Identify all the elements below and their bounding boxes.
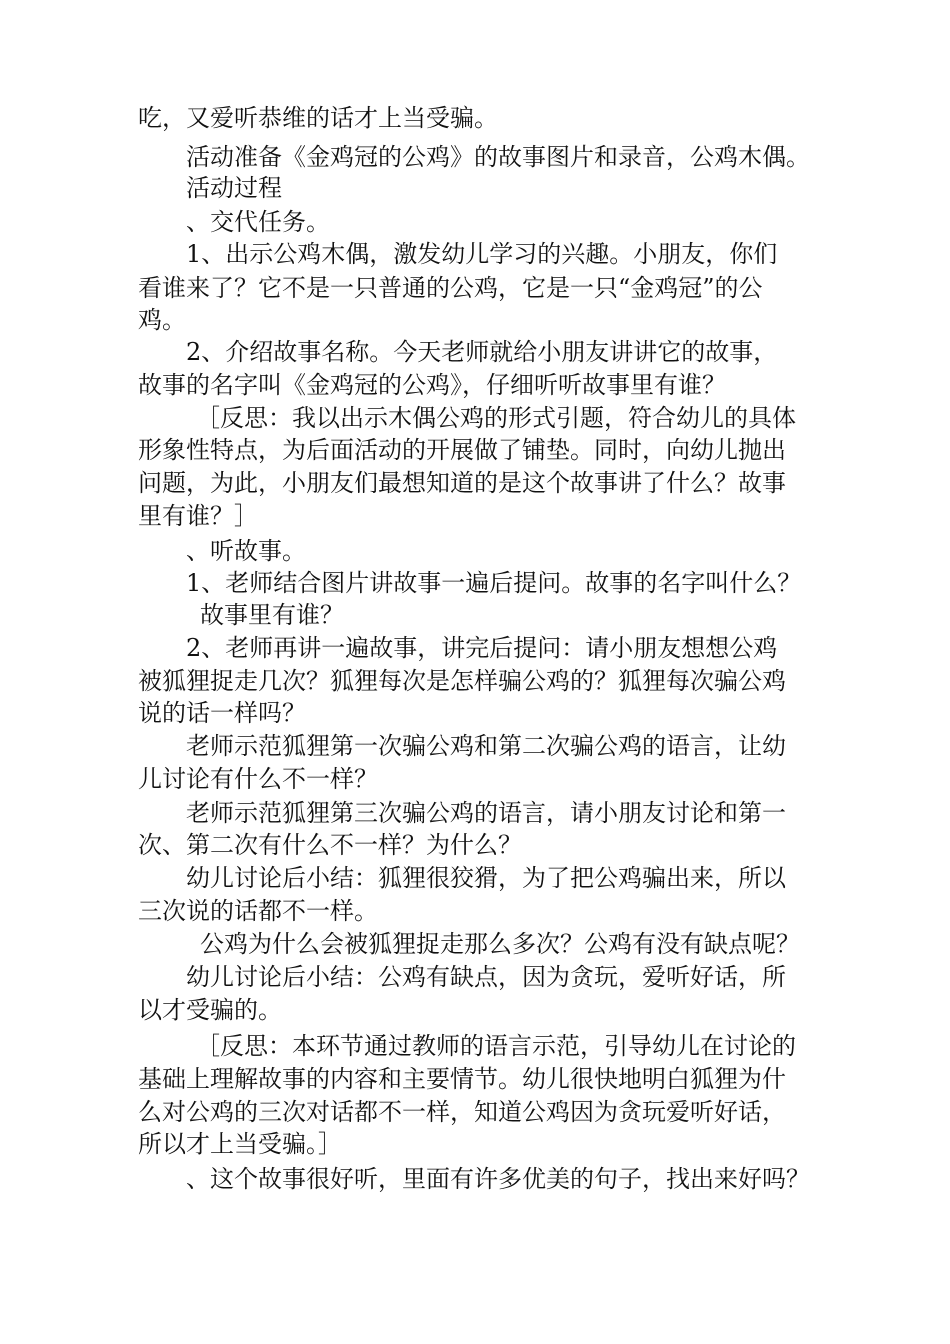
text-line: ［反思：本环节通过教师的语言示范，引导幼儿在讨论的 [196, 1032, 796, 1060]
text-line: 吃，又爱听恭维的话才上当受骗。 [138, 104, 498, 132]
text-line: 老师示范狐狸第三次骗公鸡的语言，请小朋友讨论和第一 [186, 799, 786, 827]
text-line: 2、介绍故事名称。今天老师就给小朋友讲讲它的故事， [186, 338, 778, 366]
text-line: 问题，为此，小朋友们最想知道的是这个故事讲了什么？故事 [138, 469, 786, 497]
text-line: 形象性特点，为后面活动的开展做了铺垫。同时，向幼儿抛出 [138, 436, 786, 464]
text-line: 里有谁？］ [138, 502, 258, 530]
text-line: 、听故事。 [186, 537, 306, 565]
text-line: 看谁来了？它不是一只普通的公鸡，它是一只“金鸡冠”的公 [138, 274, 763, 302]
text-line: 么对公鸡的三次对话都不一样，知道公鸡因为贪玩爱听好话， [138, 1098, 786, 1126]
text-line: 幼儿讨论后小结：公鸡有缺点，因为贪玩，爱听好话，所 [186, 963, 786, 991]
text-line: 故事的名字叫《金鸡冠的公鸡》，仔细听听故事里有谁？ [138, 371, 726, 399]
text-line: 基础上理解故事的内容和主要情节。幼儿很快地明白狐狸为什 [138, 1065, 786, 1093]
text-line: 活动准备《金鸡冠的公鸡》的故事图片和录音，公鸡木偶。 [186, 143, 810, 171]
text-line: ［反思：我以出示木偶公鸡的形式引题，符合幼儿的具体 [196, 404, 796, 432]
text-line: 说的话一样吗？ [138, 699, 306, 727]
text-line: 儿讨论有什么不一样？ [138, 765, 378, 793]
text-line: 被狐狸捉走几次？狐狸每次是怎样骗公鸡的？狐狸每次骗公鸡 [138, 667, 786, 695]
text-line: 三次说的话都不一样。 [138, 897, 378, 925]
text-line: 幼儿讨论后小结：狐狸很狡猾，为了把公鸡骗出来，所以 [186, 864, 786, 892]
text-line: 2、老师再讲一遍故事，讲完后提问：请小朋友想想公鸡 [186, 634, 778, 662]
text-line: 公鸡为什么会被狐狸捉走那么多次？公鸡有没有缺点呢？ [200, 930, 800, 958]
text-line: 、交代任务。 [186, 208, 330, 236]
text-line: 1、出示公鸡木偶，激发幼儿学习的兴趣。小朋友，你们 [186, 240, 778, 268]
text-line: 1、老师结合图片讲故事一遍后提问。故事的名字叫什么？ [186, 569, 802, 597]
text-line: 次、第二次有什么不一样？为什么？ [138, 831, 522, 859]
text-line: 老师示范狐狸第一次骗公鸡和第二次骗公鸡的语言，让幼 [186, 732, 786, 760]
text-line: 以才受骗的。 [138, 996, 282, 1024]
text-line: 、这个故事很好听，里面有许多优美的句子，找出来好吗？ [186, 1165, 810, 1193]
text-line: 故事里有谁？ [200, 601, 344, 629]
text-line: 活动过程 [186, 174, 282, 202]
text-line: 所以才上当受骗。］ [138, 1130, 342, 1158]
text-line: 鸡。 [138, 306, 186, 334]
